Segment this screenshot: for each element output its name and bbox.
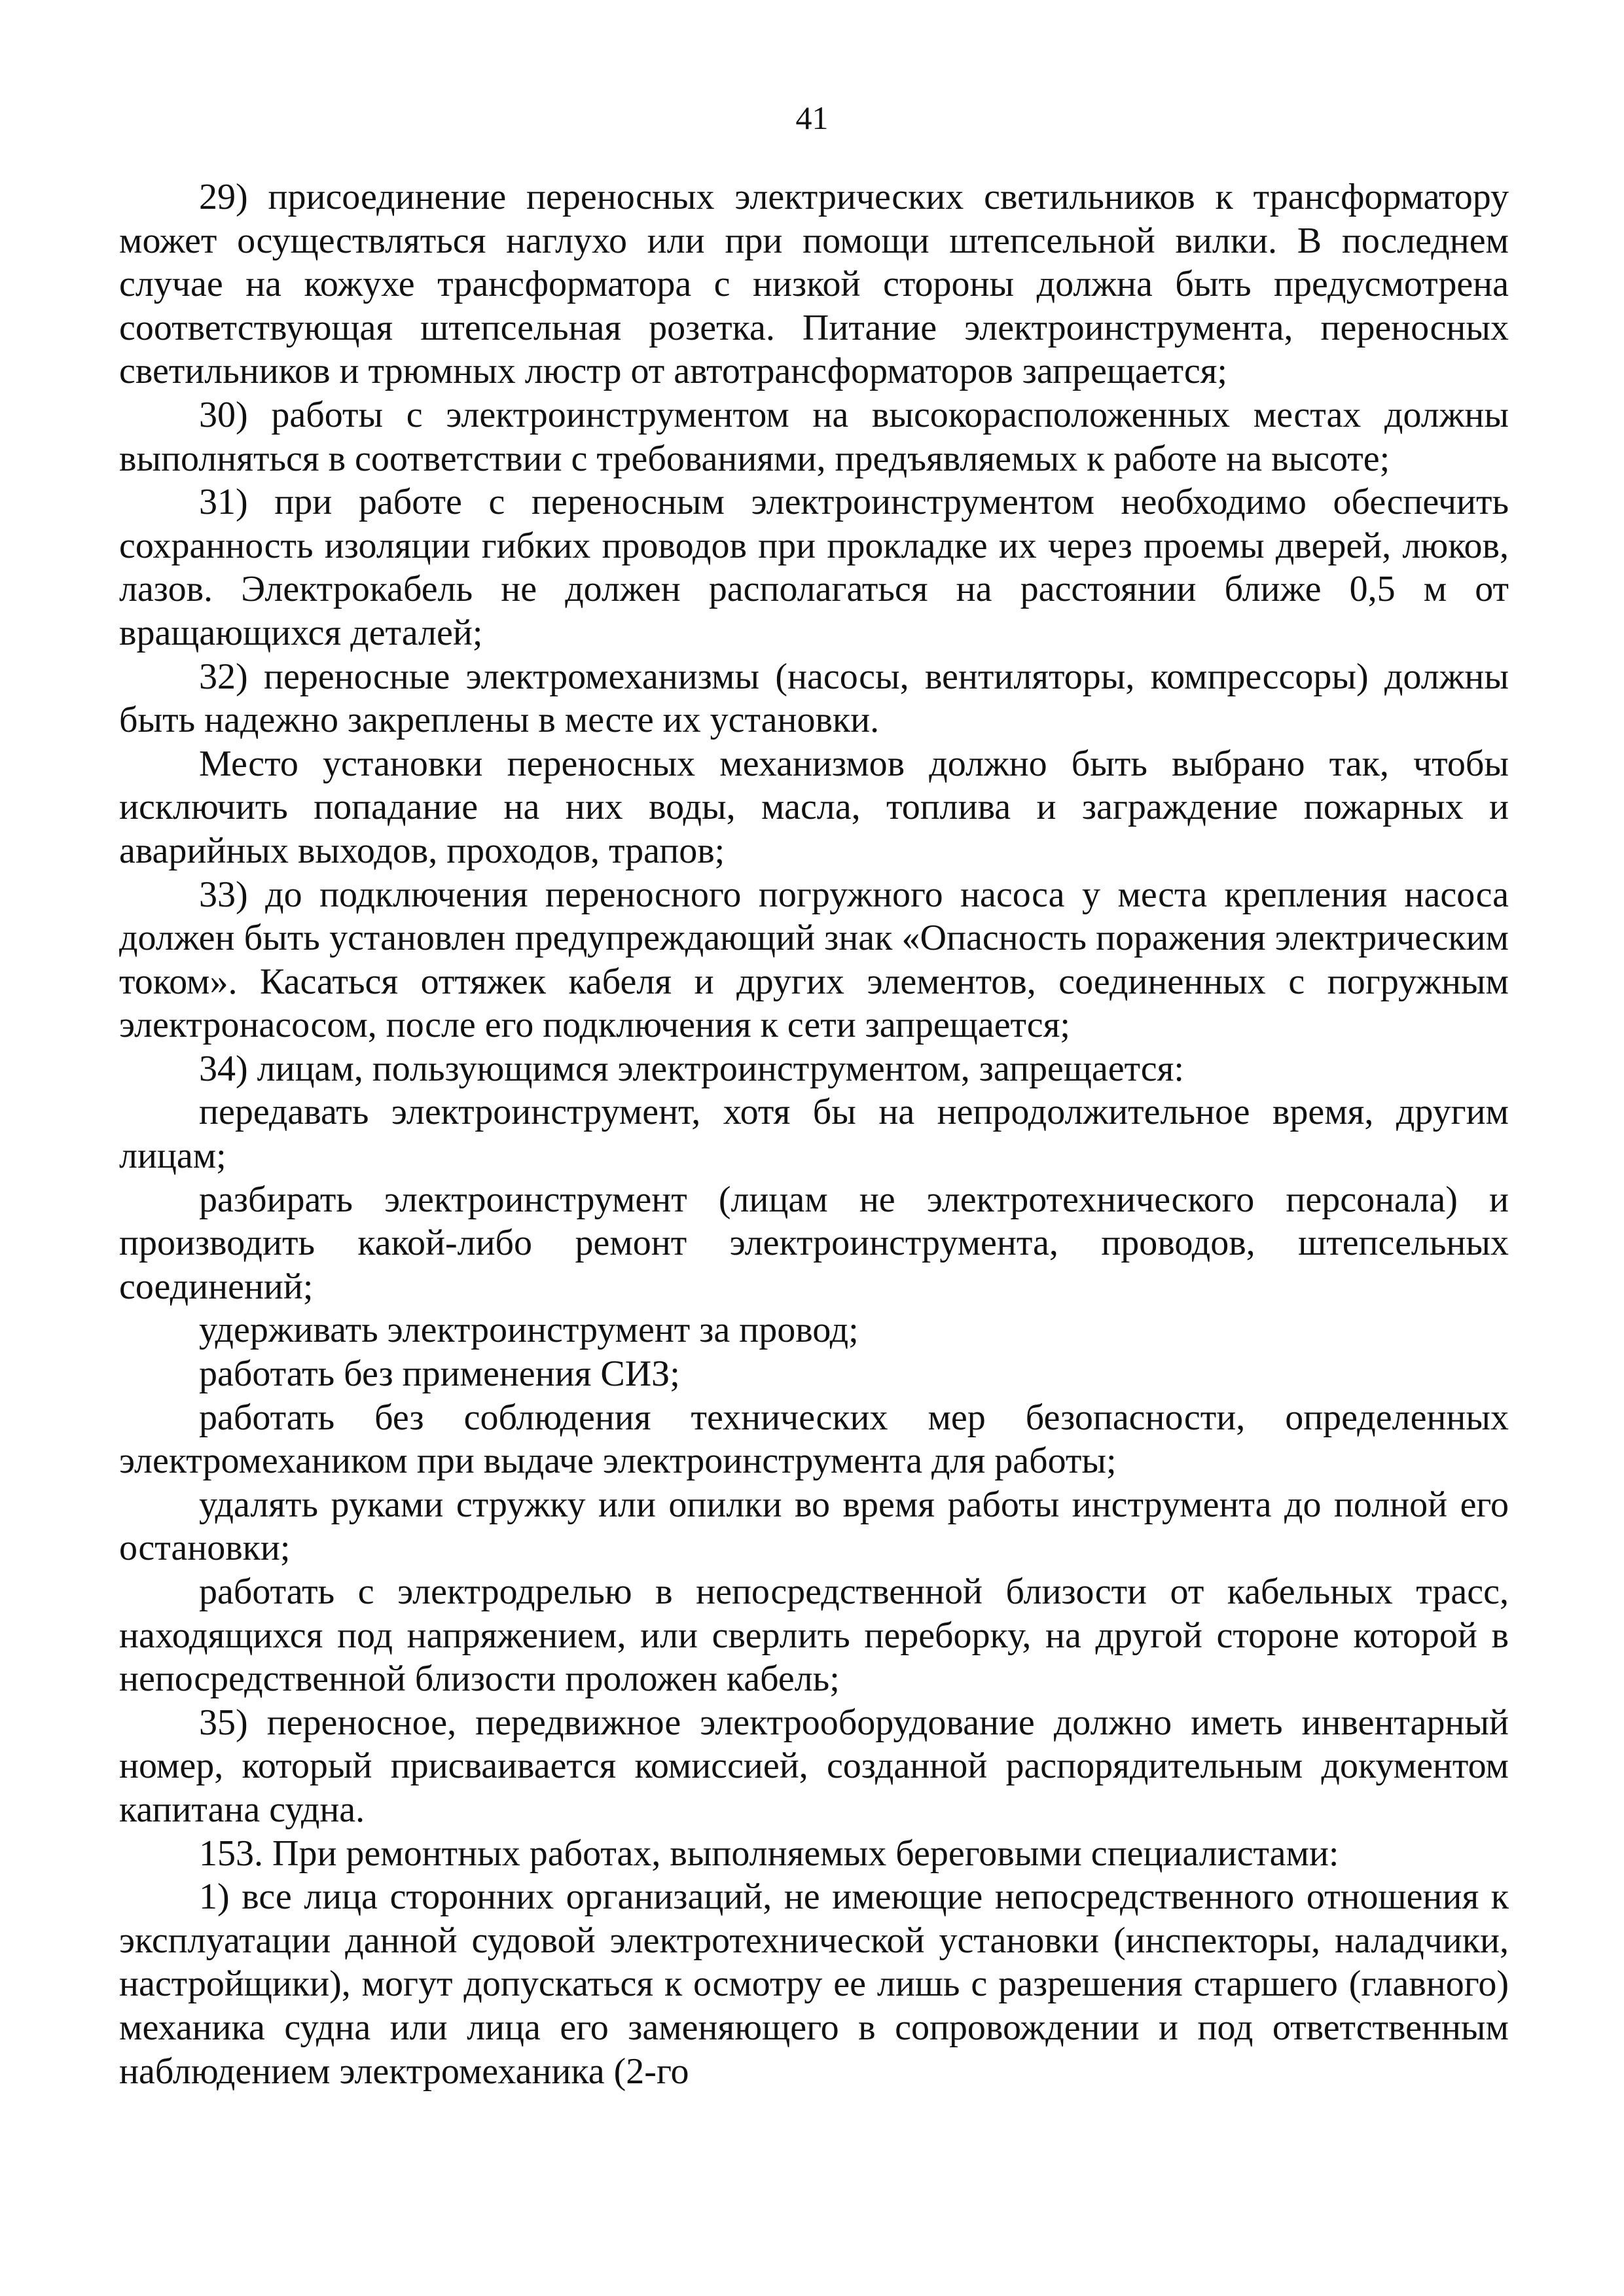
paragraph-item-32: 32) переносные электромеханизмы (насосы, вентиляторы, компрессоры) должны быть надежно закреплены в месте их установки. [119, 656, 1509, 741]
paragraph-item-34: 34) лицам, пользующимся электроинструментом, запрещается: [199, 1048, 1184, 1089]
paragraph-item-31: 31) при работе с переносным электроинструментом необходимо обеспечить сохранность изоляции гибких проводов при прокладке их через проемы дверей, люков, лазов. Электрокабель не должен располагаться на расстоянии ближе 0,5 м от вращающихся деталей; [119, 482, 1509, 653]
body-text [119, 175, 1509, 2093]
prohibition-no-ppe: работать без применения СИЗ; [199, 1354, 680, 1395]
paragraph-item-30: 30) работы с электроинструментом на высокорасположенных местах должны выполняться в соответствии с требованиями, предъявляемых к работе на высоте; [119, 394, 1509, 479]
paragraph-item-29: 29) присоединение переносных электрических светильников к трансформатору может осуществляться наглухо или при помощи штепсельной вилки. В последнем случае на кожухе трансформатора с низкой стороны должна быть предусмотрена соответствующая штепсельная розетка. Питание электроинструмента, переносных светильников и трюмных люстр от автотрансформаторов запрещается; [119, 177, 1509, 392]
prohibition-hold-by-wire: удерживать электроинструмент за провод; [199, 1310, 859, 1351]
prohibition-no-safety-measures: работать без соблюдения технических мер безопасности, определенных электромехаником при выдаче электроинструмента для работы; [119, 1397, 1509, 1482]
prohibition-disassemble: разбирать электроинструмент (лицам не электротехнического персонала) и производить какой-либо ремонт электроинструмента, проводов, штепсельных соединений; [119, 1179, 1509, 1307]
paragraph-item-33: 33) до подключения переносного погружного насоса у места крепления насоса должен быть установлен предупреждающий знак «Опасность поражения электрическим током». Касаться оттяжек кабеля и других элементов, соединенных с погружным электронасосом, после его подключения к сети запрещается; [119, 874, 1509, 1046]
page-number: 41 [795, 99, 829, 136]
prohibition-drill-near-cables: работать с электродрелью в непосредственной близости от кабельных трасс, находящихся под напряжением, или сверлить переборку, на другой стороне которой в непосредственной близости проложен кабель; [119, 1571, 1509, 1700]
prohibition-pass-tool: передавать электроинструмент, хотя бы на непродолжительное время, другим лицам; [119, 1092, 1509, 1177]
paragraph-section-153-item-1: 1) все лица сторонних организаций, не имеющие непосредственного отношения к эксплуатации данной судовой электротехнической установки (инспекторы, наладчики, настройщики), могут допускаться к осмотру ее лишь с разрешения старшего (главного) механика судна или лица его заменяющего в сопровождении и под ответственным наблюдением электромеханика (2-го [119, 1876, 1509, 2092]
paragraph-item-35: 35) переносное, передвижное электрооборудование должно иметь инвентарный номер, который присваивается комиссией, созданной распорядительным документом капитана судна. [119, 1702, 1509, 1830]
prohibition-remove-chips: удалять руками стружку или опилки во время работы инструмента до полной его остановки; [119, 1484, 1509, 1569]
paragraph-section-153: 153. При ремонтных работах, выполняемых береговыми специалистами: [199, 1833, 1339, 1874]
paragraph-mechanism-location: Место установки переносных механизмов должно быть выбрано так, чтобы исключить попадание на них воды, масла, топлива и заграждение пожарных и аварийных выходов, проходов, трапов; [119, 743, 1509, 871]
